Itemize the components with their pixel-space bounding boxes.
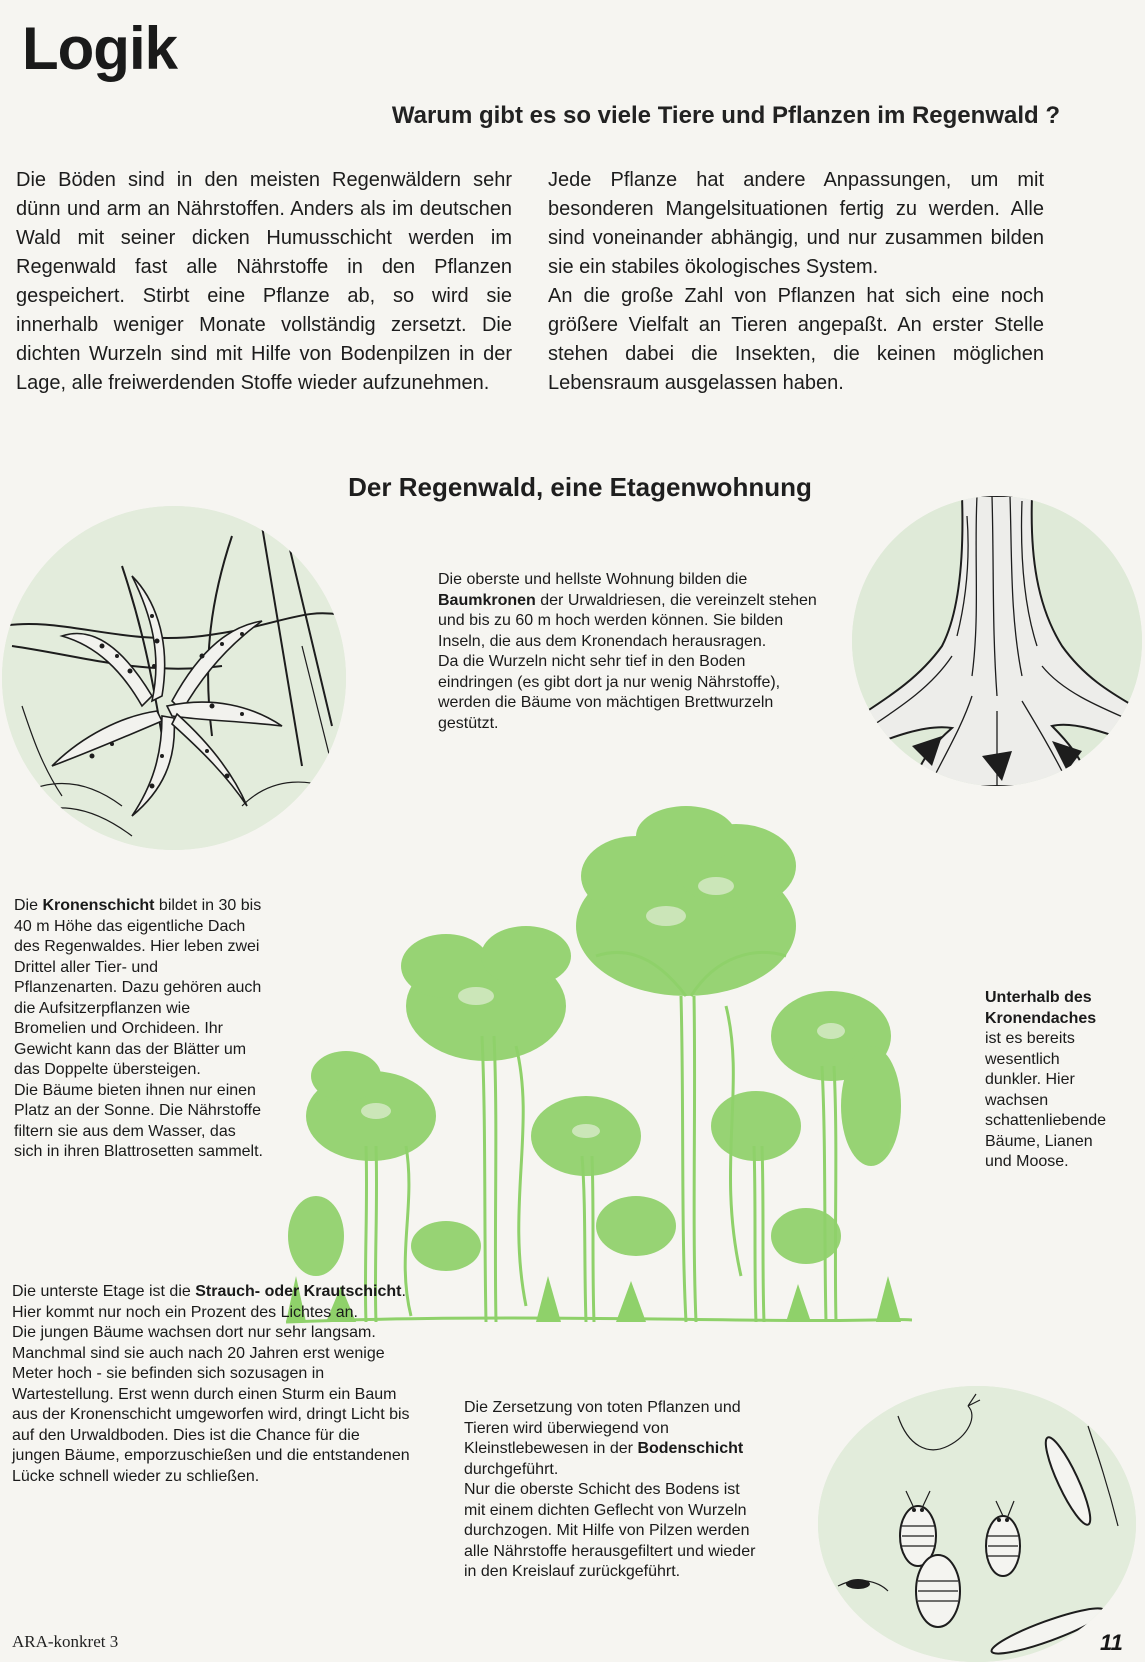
caption-text: Die oberste und hellste Wohnung bilden die [438,571,748,588]
caption-keyword: Kronenschicht [42,897,155,914]
intro-column-right [548,166,1044,398]
page-number: 11 [1100,1630,1123,1655]
buttress-root-illustration [852,496,1142,786]
caption-emergent-text [438,570,820,652]
caption-canopy-layer [14,896,264,1163]
caption-emergent-text-2: Da die Wurzeln nicht sehr tief in den Boden eindringen (es gibt dort ja nur wenig Nährstoffe), werden die Bäume von mächtigen Brettwurzeln gestützt. [438,653,781,732]
caption-keyword: Unterhalb des Kronendaches [985,989,1097,1027]
caption-text: bildet in 30 bis 40 m Höhe das eigentliche Dach des Regenwaldes. Hier leben zwei Drittel aller Tier- und Pflanzenarten. Dazu gehören auch die Aufsitzerpflanzen wie Bromelien und Orchideen. Ihr Gewicht kann das der Blätter um das Doppelte übersteigen. [14,897,262,1078]
caption-text: ist es bereits wesentlich dunkler. Hier wachsen schattenliebende Bäume, Lianen und Moose. [985,1030,1106,1170]
insects-drawing [818,1386,1136,1662]
bromeliad-drawing [2,506,346,850]
soil-organisms-illustration [818,1386,1136,1662]
forest-layers-illustration [286,806,912,1326]
intro-paragraph-2: An die große Zahl von Pflanzen hat sich eine noch größere Vielfalt an Tieren angepaßt. An erster Stelle stehen dabei die Insekten, die keinen möglichen Lebensraum ausgelassen haben. [548,285,1044,394]
caption-soil-text-2: Nur die oberste Schicht des Bodens ist mit einem dichten Geflecht von Wurzeln durchzogen. Mit Hilfe von Pilzen werden alle Nährstoffe herausgefiltert und wieder in den Kreislauf zurückgeführt. [464,1481,756,1580]
intro-column-left: Die Böden sind in den meisten Regenwäldern sehr dünn und arm an Nährstoffen. Anders als im deutschen Wald mit seiner dicken Humusschicht werden im Regenwald fast alle Nährstoffe in den Pflanzen gespeichert. Stirbt eine Pflanze ab, so wird sie innerhalb weniger Monate vollständig zersetzt. Die dichten Wurzeln sind mit Hilfe von Bodenpilzen in der Lage, alle freiwerdenden Stoffe wieder aufzunehmen. [16,169,512,394]
caption-text: Die [14,897,43,914]
caption-understory-layer [985,988,1115,1173]
section-heading: Der Regenwald, eine Etagenwohnung [348,472,812,502]
caption-shrub-text [12,1282,412,1323]
caption-soil-layer [464,1398,760,1583]
caption-soil-text [464,1398,760,1480]
caption-text: der Urwaldriesen, die vereinzelt stehen und bis zu 60 m hoch werden können. Sie bilden Inseln, die aus dem Kronendach herausragen. [438,591,817,650]
caption-text: Die Zersetzung von toten Pflanzen und Tieren wird überwiegend von Kleinstlebewesen in der [464,1399,741,1457]
tree-root-drawing [852,496,1142,786]
caption-emergent-layer [438,570,820,734]
page-title: Warum gibt es so viele Tiere und Pflanzen im Regenwald ? [391,102,1060,129]
caption-canopy-text-2: Die Bäume bieten ihnen nur einen Platz an der Sonne. Die Nährstoffe filtern sie aus dem Wasser, das sich in ihren Blattrosetten sammelt. [14,1081,263,1160]
caption-text: durchgeführt. [464,1460,559,1478]
epiphyte-illustration [2,506,346,850]
caption-keyword: Bodenschicht [637,1440,744,1457]
caption-keyword: Strauch- oder Krautschicht [195,1283,402,1300]
caption-text: . Hier kommt nur noch ein Prozent des Lichtes an. [12,1283,406,1321]
intro-paragraph-1: Jede Pflanze hat andere Anpassungen, um mit besonderen Mangelsituationen fertig zu werden. Alle sind voneinander abhängig, und nur zusammen bilden sie ein stabiles ökologisches System. [548,169,1044,278]
caption-text: Die unterste Etage ist die [12,1283,196,1300]
caption-shrub-layer [12,1282,412,1487]
caption-shrub-text-2: Die jungen Bäume wachsen dort nur sehr langsam. Manchmal sind sie auch nach 20 Jahren erst wenige Meter hoch - sie befinden sich sozusagen in Wartestellung. Erst wenn durch einen Sturm ein Baum aus der Kronenschicht umgeworfen wird, dringt Licht bis auf den Urwaldboden. Dies ist die Chance für die jungen Bäume, emporzuschießen und die entstandenen Lücke schnell wieder zu schließen. [12,1324,410,1485]
caption-canopy-text [14,896,264,1081]
section-label: Logik [22,15,177,82]
publication-name: ARA-konkret 3 [12,1632,119,1651]
rainforest-drawing [286,806,912,1326]
caption-keyword: Baumkronen [438,591,536,609]
